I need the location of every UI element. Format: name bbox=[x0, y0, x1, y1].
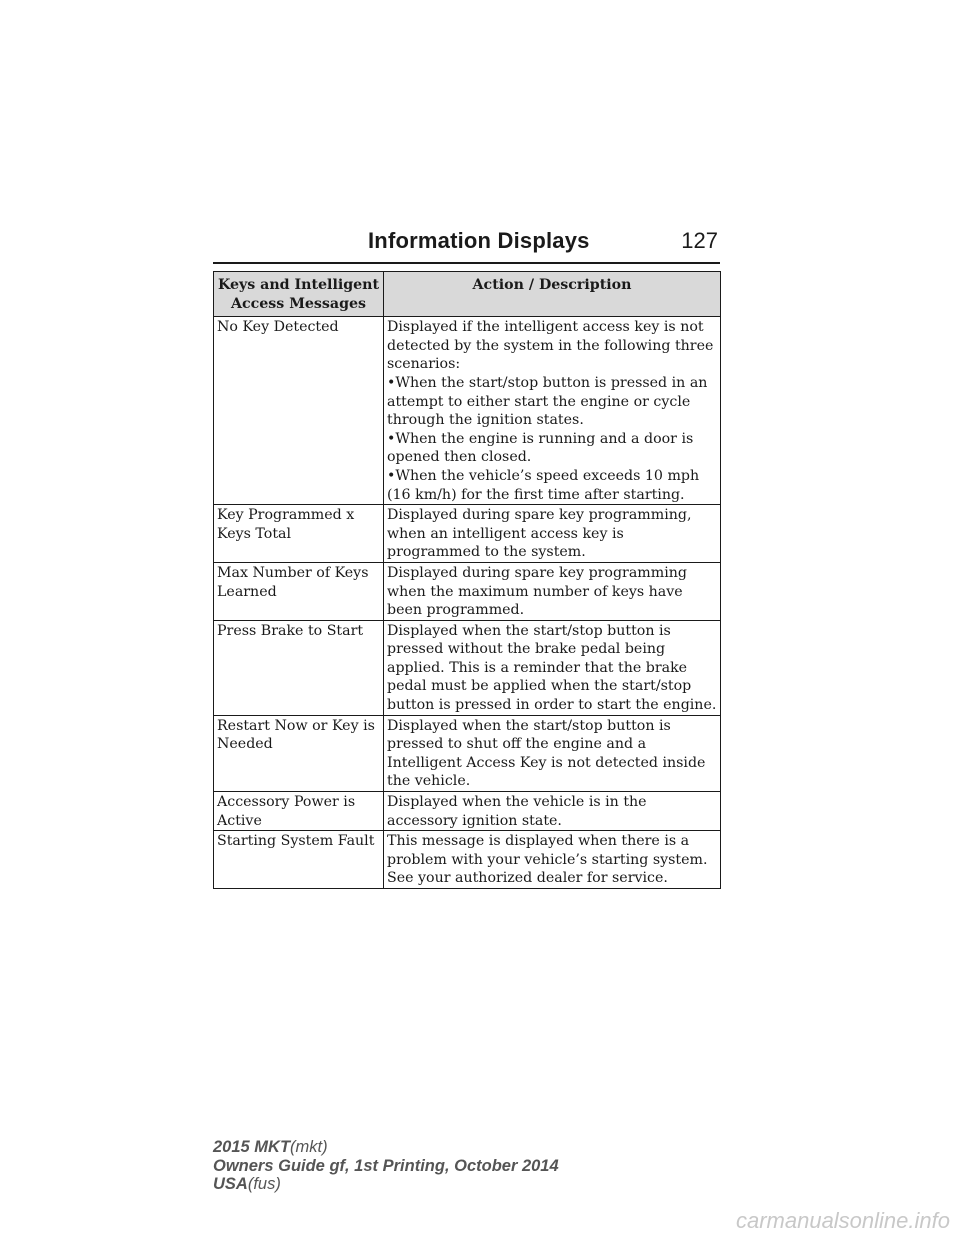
description-bullet: •When the vehicle’s speed exceeds 10 mph (16 km/h) for the first time after starting. bbox=[387, 467, 700, 503]
description-bullet: •When the engine is running and a door is opened then closed. bbox=[387, 430, 694, 466]
message-cell: No Key Detected bbox=[214, 317, 384, 505]
description-text: This message is displayed when there is a problem with your vehicle’s starting system. See your authorized dealer for service. bbox=[387, 833, 708, 887]
description-cell bbox=[384, 792, 721, 831]
table-row bbox=[214, 715, 721, 791]
table-row bbox=[214, 831, 721, 889]
table-row bbox=[214, 792, 721, 831]
table-header-row bbox=[214, 272, 721, 317]
column-header-description: Action / Description bbox=[384, 272, 721, 317]
column-header-messages: Keys and Intelligent Access Messages bbox=[214, 272, 384, 317]
description-text: Displayed when the start/stop button is pressed without the brake pedal being applied. This is a reminder that the brake pedal must be applied when the start/stop button is pressed in order to start the engine. bbox=[387, 622, 717, 714]
description-cell bbox=[384, 831, 721, 889]
description-cell bbox=[384, 620, 721, 715]
table-row bbox=[214, 562, 721, 620]
document-footer bbox=[213, 1138, 559, 1194]
page-header bbox=[213, 226, 720, 264]
description-text: Displayed during spare key programming when the maximum number of keys have been programmed. bbox=[387, 564, 687, 619]
footer-line-edition bbox=[213, 1157, 559, 1176]
description-cell bbox=[384, 505, 721, 563]
message-cell: Starting System Fault bbox=[214, 831, 384, 889]
table-row bbox=[214, 317, 721, 505]
page-number: 127 bbox=[681, 228, 718, 253]
footer-market-code: (fus) bbox=[247, 1175, 281, 1193]
message-cell: Accessory Power is Active bbox=[214, 792, 384, 831]
message-cell: Max Number of Keys Learned bbox=[214, 562, 384, 620]
description-text: Displayed when the start/stop button is pressed to shut off the engine and a Intelligent Access Key is not detected inside the vehicle. bbox=[387, 717, 706, 790]
message-cell: Press Brake to Start bbox=[214, 620, 384, 715]
description-text: Displayed when the vehicle is in the accessory ignition state. bbox=[387, 794, 647, 829]
description-text: Displayed if the intelligent access key is not detected by the system in the following three scenarios: bbox=[387, 319, 714, 373]
watermark: carmanualsonline.info bbox=[735, 1208, 950, 1233]
keys-messages-table bbox=[213, 271, 721, 889]
table-row bbox=[214, 505, 721, 563]
description-text: Displayed during spare key programming, when an intelligent access key is programmed to the system. bbox=[387, 507, 692, 561]
message-cell: Restart Now or Key is Needed bbox=[214, 715, 384, 791]
section-title: Information Displays bbox=[368, 228, 590, 253]
description-cell bbox=[384, 715, 721, 791]
footer-model: 2015 MKT bbox=[213, 1138, 291, 1156]
footer-edition: Owners Guide gf, 1st Printing, October 2014 bbox=[213, 1156, 559, 1175]
footer-model-code: (mkt) bbox=[290, 1138, 328, 1156]
description-cell bbox=[384, 562, 721, 620]
footer-line-market bbox=[213, 1175, 559, 1194]
footer-line-model bbox=[213, 1138, 559, 1157]
description-bullet: •When the start/stop button is pressed in an attempt to either start the engine or cycle through the ignition states. bbox=[387, 374, 708, 429]
description-cell bbox=[384, 317, 721, 505]
table-row bbox=[214, 620, 721, 715]
message-cell: Key Programmed x Keys Total bbox=[214, 505, 384, 563]
footer-market: USA bbox=[213, 1175, 248, 1193]
